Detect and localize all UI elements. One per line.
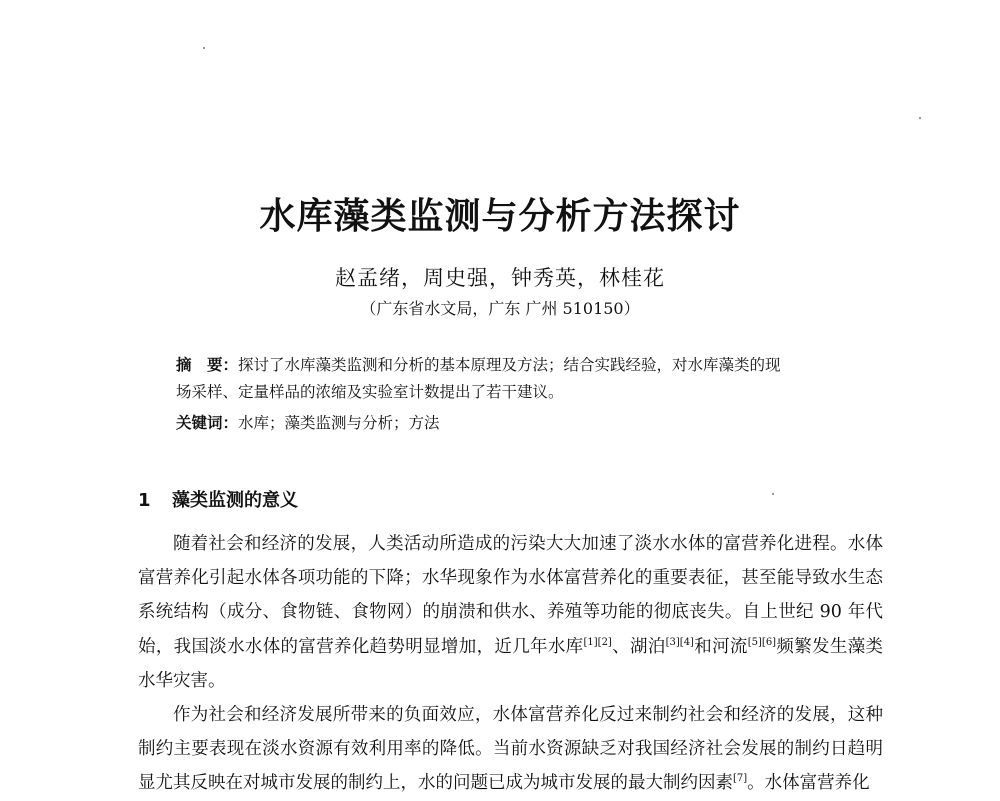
- paper-title: 水库藻类监测与分析方法探讨: [259, 196, 741, 237]
- paragraph-2-text-b: 。水体富营养化: [747, 773, 870, 794]
- scan-speck: [919, 117, 921, 119]
- abstract-text-2: 场采样、定量样品的浓缩及实验室计数提出了若干建议。: [176, 383, 564, 401]
- paragraph-2-text-a: 作为社会和经济发展所带来的负面效应，水体富营养化反过来制约社会和经济的发展，这种制约主要表现在淡水资源有效利用率的降低。当前水资源缺乏对我国经济社会发展的制约日趋明显尤其反映在对城市发展的制约上，水的问题已成为城市发展的最大制约因素: [138, 705, 883, 794]
- affiliation: （广东省水文局，广东 广州 510150）: [360, 299, 640, 318]
- abstract-line-2: [176, 379, 866, 406]
- abstract: [176, 352, 866, 406]
- keywords-text: 水库；藻类监测与分析；方法: [238, 414, 440, 432]
- keywords-label: 关键词：: [176, 414, 239, 432]
- scan-speck: [772, 493, 774, 495]
- citation-ref: [5][6]: [747, 636, 777, 648]
- abstract-label: 摘 要：: [176, 356, 239, 374]
- paragraph-1: [138, 527, 883, 698]
- paragraph-1-text-b: 、湖泊: [611, 636, 666, 657]
- paragraph-1-text-a: 随着社会和经济的发展，人类活动所造成的污染大大加速了淡水水体的富营养化进程。水体富营养化引起水体各项功能的下降；水华现象作为水体富营养化的重要表征，甚至能导致水生态系统结构（成分、食物链、食物网）的崩溃和供水、养殖等功能的彻底丧失。自上世纪 90 年代始，我国淡水水体的富营养化趋势明显增加，近几年水库: [138, 534, 883, 657]
- abstract-text-1: 探讨了水库藻类监测和分析的基本原理及方法；结合实践经验，对水库藻类的现: [238, 356, 781, 374]
- keywords: [176, 411, 866, 433]
- citation-ref: [7]: [733, 773, 748, 785]
- citation-ref: [3][4]: [665, 636, 694, 648]
- citation-ref: [1][2]: [583, 636, 612, 648]
- scan-speck: [203, 47, 205, 49]
- abstract-line-1: [176, 352, 866, 379]
- author-list: 赵孟绪，周史强，钟秀英，林桂花: [335, 266, 665, 290]
- section-heading: [138, 486, 298, 512]
- paragraph-1-text-d: 频繁发生藻类水华灾害。: [138, 636, 884, 691]
- paragraph-1-text-c: 和河流: [693, 636, 748, 657]
- paragraph-2: [138, 698, 883, 801]
- body-text: [138, 527, 883, 801]
- section-number: 1: [138, 490, 151, 511]
- section-title: 藻类监测的意义: [172, 490, 298, 511]
